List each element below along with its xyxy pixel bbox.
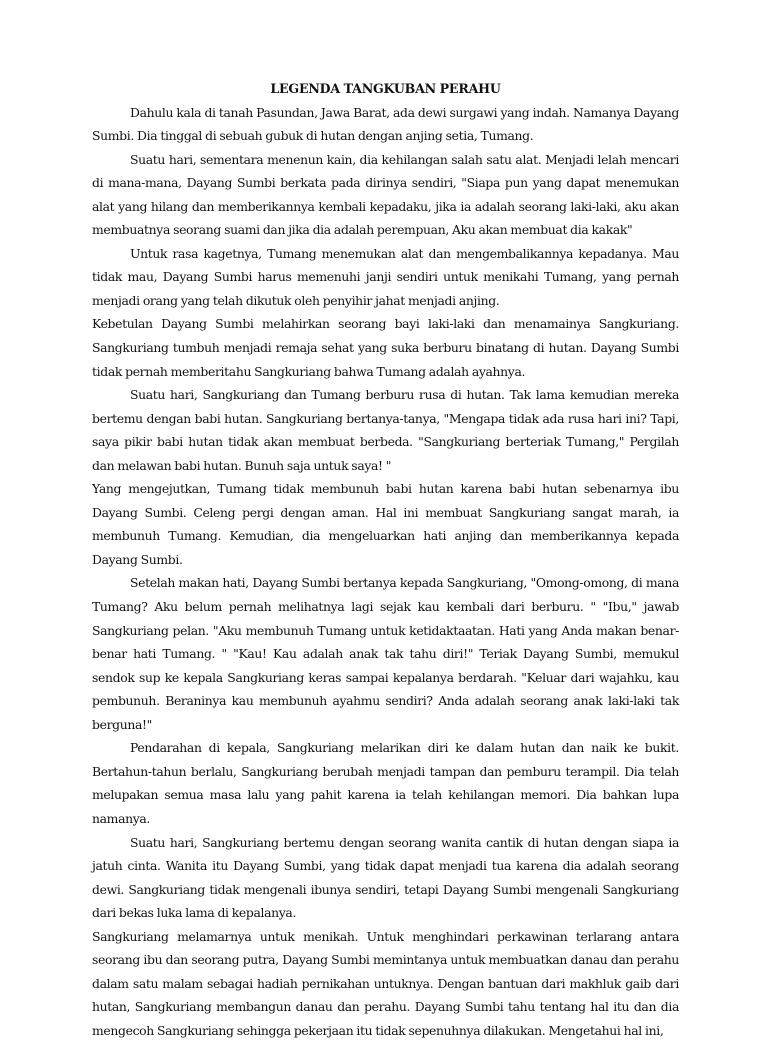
- document-title: LEGENDA TANGKUBAN PERAHU: [270, 81, 501, 96]
- paragraph-9: Suatu hari, Sangkuriang bertemu dengan seorang wanita cantik di hutan dengan siapa ia jatuh cinta. Wanita itu Dayang Sumbi, yang tidak dapat menjadi tua karena dia adalah seorang dewi. Sangkuriang tidak mengenali ibunya sendiri, tetapi Dayang Sumbi mengenali Sangkuriang dari bekas luka lama di kepalanya.: [92, 834, 679, 921]
- paragraph-8: Pendarahan di kepala, Sangkuriang melarikan diri ke dalam hutan dan naik ke bukit. Bertahun-tahun berlalu, Sangkuriang berubah menjadi tampan dan pemburu terampil. Dia telah melupakan semua masa lalu yang pahit karena ia telah kehilangan memori. Dia bahkan lupa namanya.: [92, 740, 679, 826]
- paragraph-7: Setelah makan hati, Dayang Sumbi bertanya kepada Sangkuriang, "Omong-omong, di mana Tumang? Aku belum pernah melihatnya lagi sejak kau kembali dari berburu. " "Ibu," jawab Sangkuriang pelan. "Aku membunuh Tumang untuk ketidaktaatan. Hati yang Anda makan benar-benar hati Tumang. " "Kau! Kau adalah anak tak tahu diri!" Teriak Dayang Sumbi, memukul sendok sup ke kepala Sangkuriang keras sampai kepalanya berdarah. "Keluar dari wajahku, kau pembunuh. Beraninya kau membunuh ayahmu sendiri? Anda adalah seorang anak laki-laki tak berguna!": [92, 575, 679, 732]
- paragraph-4: Kebetulan Dayang Sumbi melahirkan seorang bayi laki-laki dan menamainya Sangkuriang. Sangkuriang tumbuh menjadi remaja sehat yang suka berburu binatang di hutan. Dayang Sumbi tidak pernah memberitahu Sangkuriang bahwa Tumang adalah ayahnya.: [92, 316, 679, 379]
- paragraph-2: Suatu hari, sementara menenun kain, dia kehilangan salah satu alat. Menjadi lelah mencari di mana-mana, Dayang Sumbi berkata pada dirinya sendiri, "Siapa pun yang dapat menemukan alat yang hilang dan memberikannya kembali kepadaku, jika ia adalah seorang laki-laki, aku akan membuatnya seorang suami dan jika dia adalah perempuan, Aku akan membuat dia kakak": [92, 151, 679, 238]
- paragraph-5: Suatu hari, Sangkuriang dan Tumang berburu rusa di hutan. Tak lama kemudian mereka bertemu dengan babi hutan. Sangkuriang bertanya-tanya, "Mengapa tidak ada rusa hari ini? Tapi, saya pikir babi hutan tidak akan membuat berbeda. "Sangkuriang berteriak Tumang," Pergilah dan melawan babi hutan. Bunuh saja untuk saya! ": [92, 387, 679, 473]
- paragraph-1: Dahulu kala di tanah Pasundan, Jawa Barat, ada dewi surgawi yang indah. Namanya Dayang Sumbi. Dia tinggal di sebuah gubuk di hutan dengan anjing setia, Tumang.: [92, 104, 679, 144]
- paragraph-3: Untuk rasa kagetnya, Tumang menemukan alat dan mengembalikannya kepadanya. Mau tidak mau, Dayang Sumbi harus memenuhi janji sendiri untuk menikahi Tumang, yang pernah menjadi orang yang telah dikutuk oleh penyihir jahat menjadi anjing.: [92, 245, 679, 308]
- document-page: [92, 77, 679, 1042]
- paragraph-10: Sangkuriang melamarnya untuk menikah. Untuk menghindari perkawinan terlarang antara seorang ibu dan seorang putra, Dayang Sumbi memintanya untuk membuatkan danau dan perahu dalam satu malam sebagai hadiah pernikahan untuknya. Dengan bantuan dari makhluk gaib dari hutan, Sangkuriang membangun danau dan perahu. Dayang Sumbi tahu tentang hal itu dan dia mengecoh Sangkuriang sehingga pekerjaan itu tidak sepenuhnya dilakukan. Mengetahui hal ini,: [92, 928, 679, 1038]
- paragraph-6: Yang mengejutkan, Tumang tidak membunuh babi hutan karena babi hutan sebenarnya ibu Dayang Sumbi. Celeng pergi dengan aman. Hal ini membuat Sangkuriang sangat marah, ia membunuh Tumang. Kemudian, dia mengeluarkan hati anjing dan memberikannya kepada Dayang Sumbi.: [92, 481, 679, 567]
